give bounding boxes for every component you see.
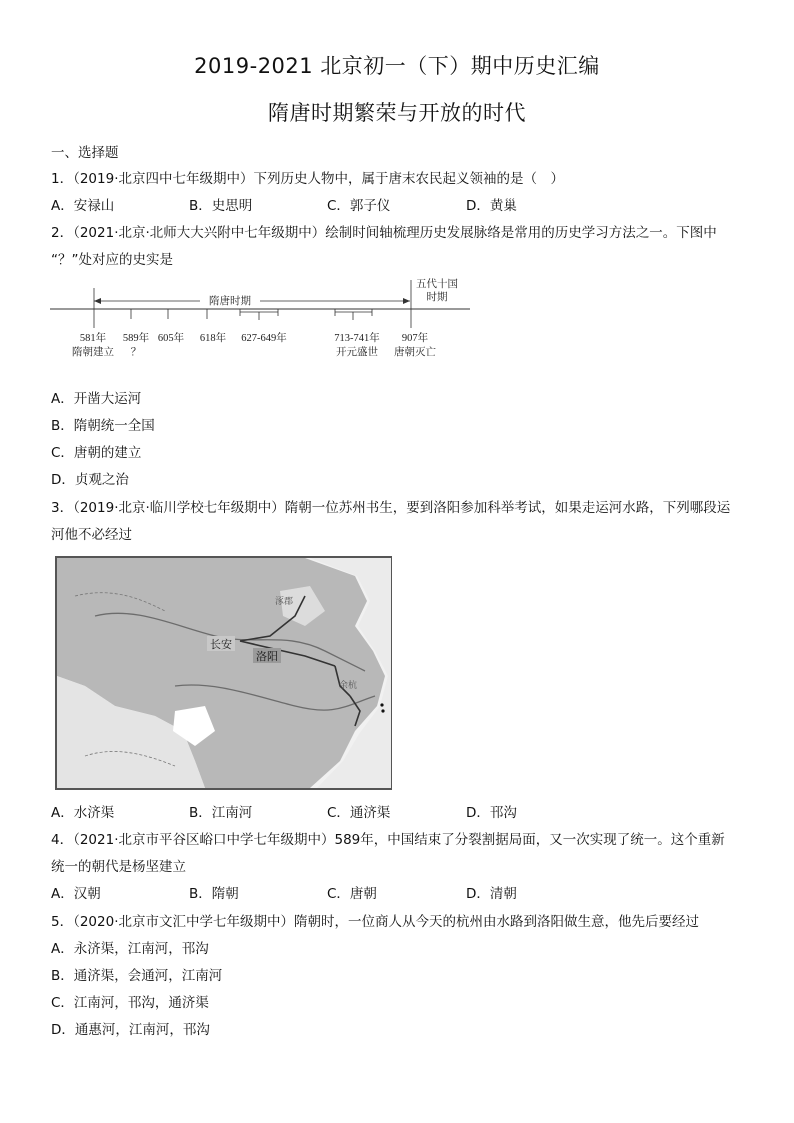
next-period-label-2: 时期	[426, 292, 448, 303]
tick-label-581: 581年	[79, 333, 107, 344]
document-title: 2019-2021 北京初一（下）期中历史汇编	[194, 54, 600, 78]
question-3-stem-line2: 河他不必经过	[51, 527, 132, 543]
map-island	[380, 703, 383, 706]
question-2-option-d[interactable]: D．贞观之治	[51, 472, 129, 488]
question-3-option-a[interactable]: A．水济渠	[51, 805, 115, 821]
question-3-option-c[interactable]: C．通济渠	[327, 805, 391, 821]
period-label: 隋唐时期	[209, 296, 251, 307]
tick-label-605: 605年	[157, 333, 185, 344]
map-label-east: 余杭	[339, 680, 358, 690]
question-4-option-b[interactable]: B．隋朝	[189, 886, 239, 902]
question-5-option-b[interactable]: B．通济渠，会通河，江南河	[51, 968, 223, 984]
question-3-stem-line1: 3．（2019·北京·临川学校七年级期中）隋朝一位苏州书生，要到洛阳参加科举考试，如果走运河水路，下列哪段运	[51, 500, 731, 516]
question-5-stem: 5．（2020·北京市文汇中学七年级期中）隋朝时，一位商人从今天的杭州由水路到洛阳做生意，他先后要经过	[51, 914, 699, 930]
period-arrow-right-head	[403, 298, 410, 304]
map-label-north: 涿郡	[275, 596, 294, 606]
event-label-713-741: 开元盛世	[336, 347, 378, 358]
question-4-stem-line2: 统一的朝代是杨坚建立	[51, 859, 186, 875]
canal-map	[55, 556, 392, 790]
map-island	[381, 709, 384, 712]
tick-label-907: 907年	[401, 333, 429, 344]
question-2-option-a[interactable]: A．开凿大运河	[51, 391, 142, 407]
question-3-option-b[interactable]: B．江南河	[189, 805, 253, 821]
bracket-627-649	[240, 309, 278, 320]
tick-label-589: 589年	[122, 333, 150, 344]
tick-label-713-741: 713-741年	[334, 333, 380, 344]
question-2-stem-line2: “？”处对应的史实是	[51, 252, 173, 268]
question-4-stem-line1: 4．（2021·北京市平谷区峪口中学七年级期中）589年，中国结束了分裂割据局面，又一次实现了统一。这个重新	[51, 832, 725, 848]
next-period-label-1: 五代十国	[416, 279, 458, 290]
period-arrow-left-head	[94, 298, 101, 304]
question-4-option-d[interactable]: D．清朝	[466, 886, 517, 902]
question-2-option-c[interactable]: C．唐朝的建立	[51, 445, 142, 461]
question-1-option-b[interactable]: B．史思明	[189, 198, 253, 214]
question-5-option-a[interactable]: A．永济渠，江南河，邗沟	[51, 941, 209, 957]
tick-label-627-649: 627-649年	[241, 333, 287, 344]
map-label-luoyang: 洛阳	[256, 651, 278, 663]
event-label-907: 唐朝灭亡	[394, 347, 436, 358]
question-2-stem-line1: 2．（2021·北京·北师大大兴附中七年级期中）绘制时间轴梳理历史发展脉络是常用的历史学习方法之一。下图中	[51, 225, 717, 241]
timeline-figure	[50, 276, 475, 366]
event-label-589: ？	[130, 347, 142, 358]
tick-label-618: 618年	[199, 333, 227, 344]
question-5-option-d[interactable]: D．通惠河，江南河，邗沟	[51, 1022, 210, 1038]
question-5-option-c[interactable]: C．江南河，邗沟，通济渠	[51, 995, 209, 1011]
question-3-option-d[interactable]: D．邗沟	[466, 805, 517, 821]
document-subtitle: 隋唐时期繁荣与开放的时代	[268, 101, 526, 125]
question-1-stem: 1．（2019·北京四中七年级期中）下列历史人物中，属于唐末农民起义领袖的是（ ）	[51, 171, 564, 187]
question-2-option-b[interactable]: B．隋朝统一全国	[51, 418, 155, 434]
question-4-option-c[interactable]: C．唐朝	[327, 886, 377, 902]
question-1-option-d[interactable]: D．黄巢	[466, 198, 517, 214]
map-label-changan: 长安	[210, 639, 232, 651]
question-1-option-a[interactable]: A．安禄山	[51, 198, 115, 214]
section-heading: 一、选择题	[51, 145, 119, 161]
bracket-713-741	[335, 309, 372, 320]
question-1-option-c[interactable]: C．郭子仪	[327, 198, 391, 214]
question-4-option-a[interactable]: A．汉朝	[51, 886, 101, 902]
event-label-581: 隋朝建立	[72, 347, 114, 358]
